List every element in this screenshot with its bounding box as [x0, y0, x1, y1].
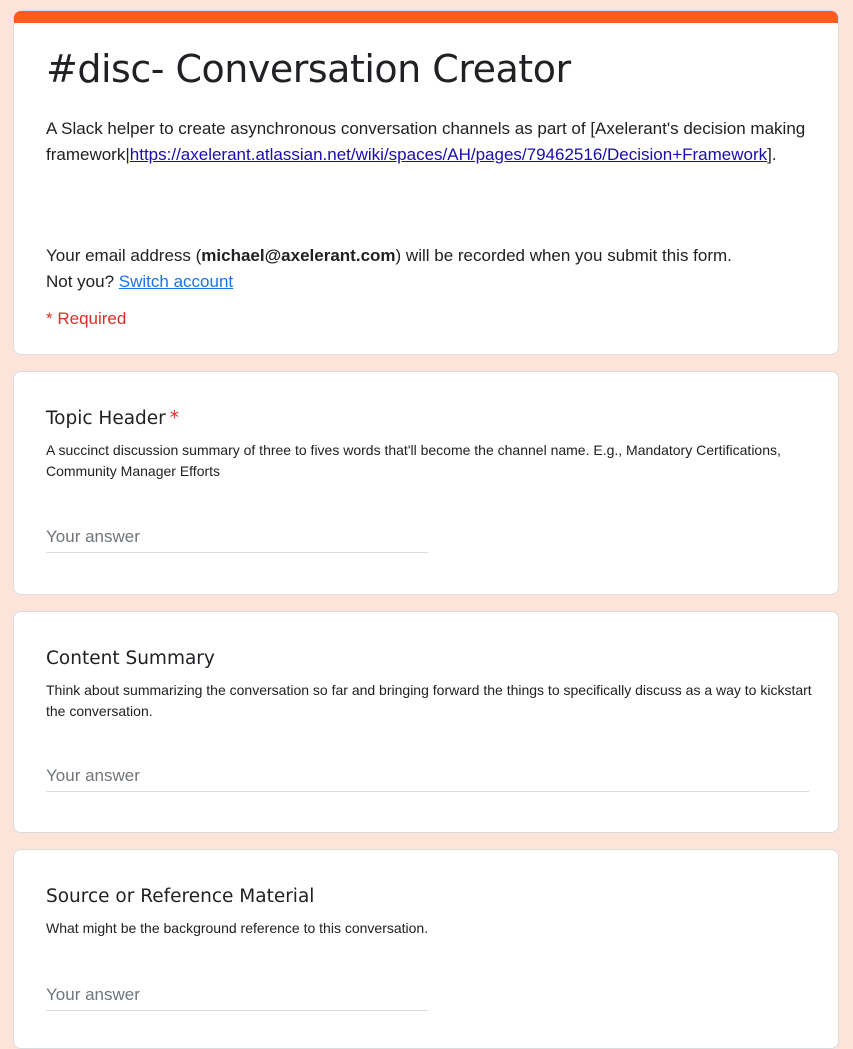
- form-title: #disc- Conversation Creator: [46, 47, 571, 91]
- email-notice: [46, 243, 816, 295]
- question-title: Source or Reference Material: [46, 886, 315, 907]
- question-title: Content Summary: [46, 648, 215, 669]
- question-card-topic-header: [13, 371, 839, 595]
- question-description: A succinct discussion summary of three to fives words that'll become the channel name. E.g., Mandatory Certifications, Community Manager Efforts: [46, 442, 781, 479]
- email-notice-prefix: Your email address (: [46, 246, 202, 265]
- form-header-card: [13, 10, 839, 355]
- source-reference-answer-input[interactable]: [46, 980, 428, 1011]
- form-description: [46, 116, 806, 167]
- not-you-label: Not you?: [46, 272, 115, 291]
- email-notice-suffix: ) will be recorded when you submit this form.: [395, 246, 732, 265]
- question-description: Think about summarizing the conversation so far and bringing forward the things to specifically discuss as a way to kickstart the conversation.: [46, 682, 812, 719]
- decision-framework-link[interactable]: https://axelerant.atlassian.net/wiki/spaces/AH/pages/79462516/Decision+Framework: [129, 144, 768, 164]
- form-description-text: A Slack helper to create asynchronous conversation channels as part of [Axelerant's decision making framework|: [46, 119, 806, 164]
- question-card-source-reference: [13, 849, 839, 1049]
- question-title: [46, 408, 179, 429]
- accent-bar: [14, 11, 838, 23]
- required-asterisk: *: [169, 408, 180, 429]
- user-email: michael@axelerant.com: [201, 246, 396, 265]
- topic-header-answer-input[interactable]: [46, 522, 428, 553]
- required-note: * Required: [46, 309, 127, 328]
- switch-account-link[interactable]: Switch account: [118, 272, 234, 291]
- form-description-suffix: ].: [767, 144, 777, 164]
- question-card-content-summary: [13, 611, 839, 833]
- question-title-text: Topic Header: [46, 408, 166, 429]
- question-description: What might be the background reference to this conversation.: [46, 920, 429, 936]
- content-summary-answer-input[interactable]: [46, 761, 809, 792]
